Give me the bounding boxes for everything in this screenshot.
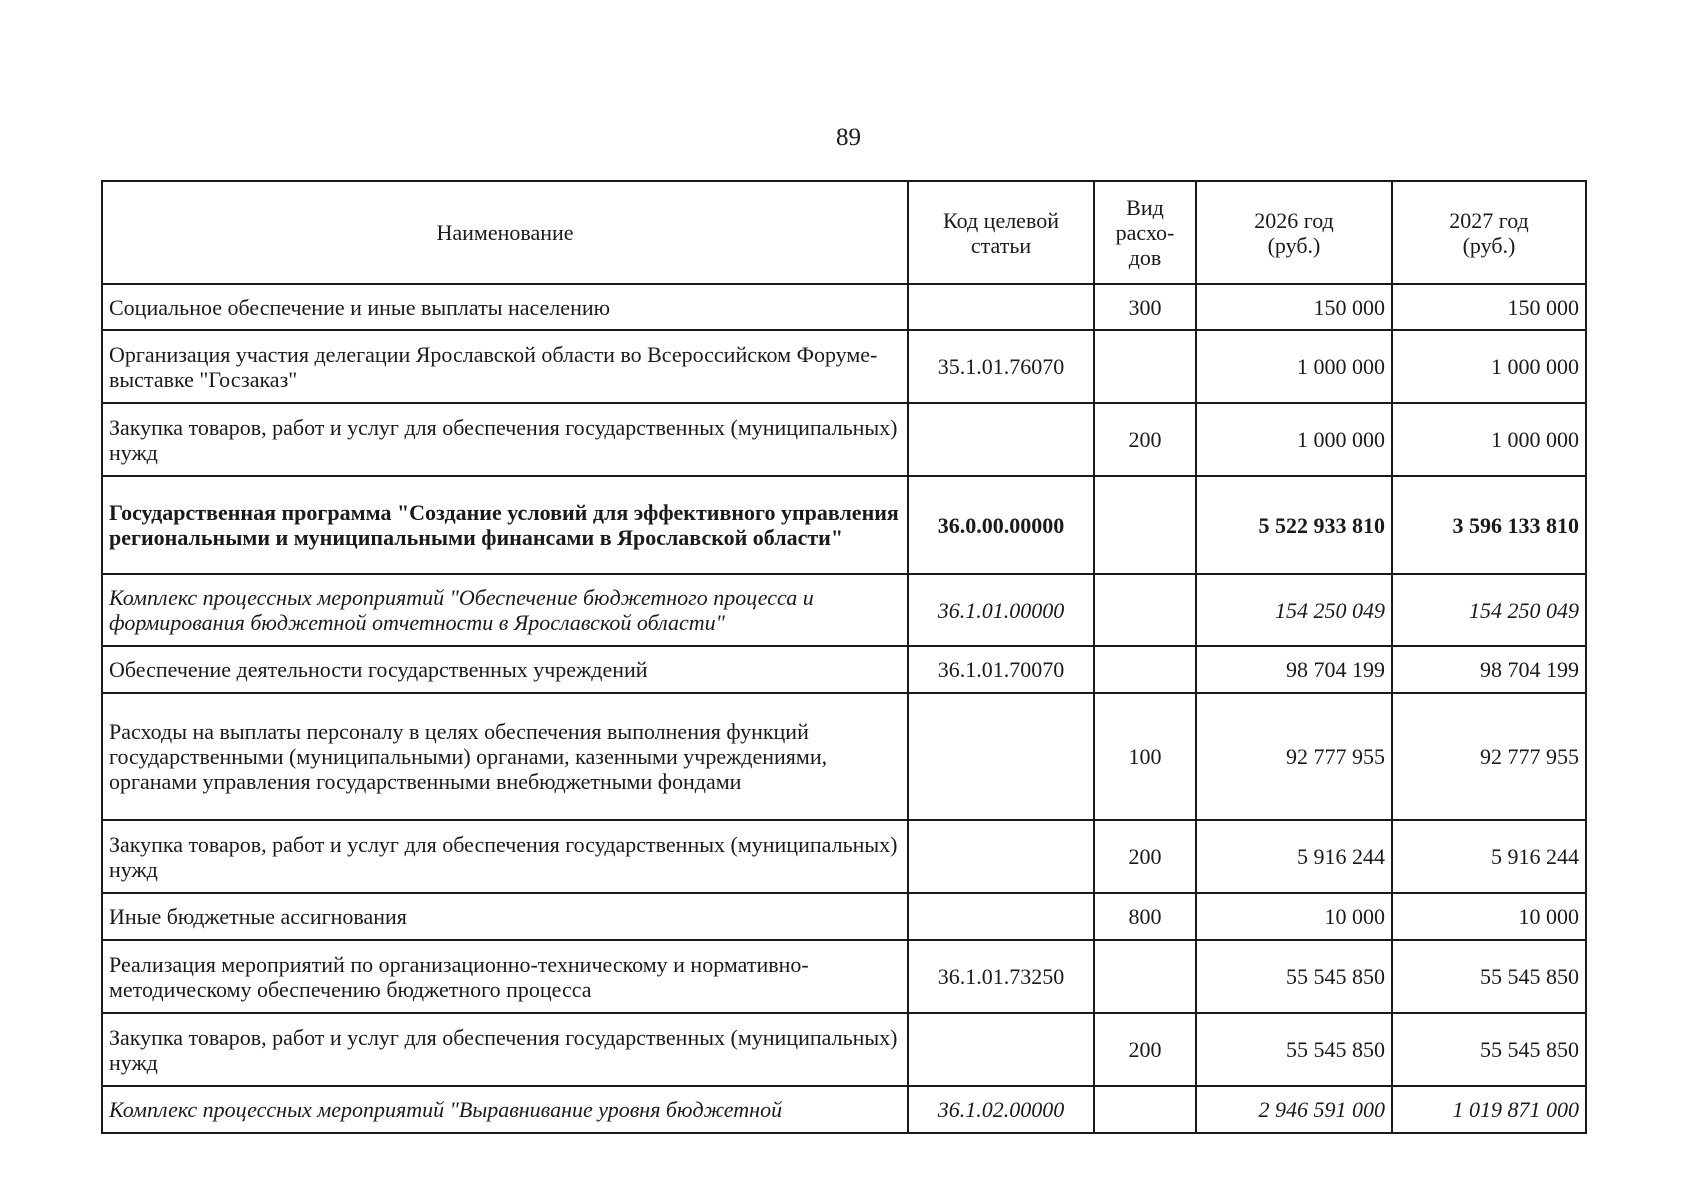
table-row	[102, 820, 1586, 893]
cell-2027: 98 704 199	[1392, 646, 1586, 693]
header-2026: 2026 год (руб.)	[1196, 181, 1392, 284]
cell-name: Закупка товаров, работ и услуг для обеспечения государственных (муниципальных) нужд	[102, 820, 908, 893]
cell-2026: 150 000	[1196, 284, 1392, 330]
cell-name: Расходы на выплаты персоналу в целях обеспечения выполнения функций государственными (муниципальными) органами, казенными учреждениями, органами управления государственными внебюджетными фондами	[102, 693, 908, 820]
table-row	[102, 693, 1586, 820]
cell-2027: 55 545 850	[1392, 1013, 1586, 1086]
cell-name: Государственная программа "Создание условий для эффективного управления региональными и муниципальными финансами в Ярославской области"	[102, 476, 908, 574]
cell-2026: 1 000 000	[1196, 403, 1392, 476]
cell-code: 36.1.01.73250	[908, 940, 1094, 1013]
cell-2026: 98 704 199	[1196, 646, 1392, 693]
cell-type: 200	[1094, 1013, 1196, 1086]
cell-type	[1094, 1086, 1196, 1133]
budget-table	[101, 180, 1587, 1134]
table-row	[102, 893, 1586, 940]
cell-name: Комплекс процессных мероприятий "Обеспечение бюджетного процесса и формирования бюджетной отчетности в Ярославской области"	[102, 574, 908, 646]
table-row	[102, 940, 1586, 1013]
cell-code	[908, 403, 1094, 476]
cell-2027: 55 545 850	[1392, 940, 1586, 1013]
cell-2026: 55 545 850	[1196, 1013, 1392, 1086]
cell-type: 200	[1094, 403, 1196, 476]
cell-type	[1094, 574, 1196, 646]
table-row	[102, 403, 1586, 476]
header-2027: 2027 год (руб.)	[1392, 181, 1586, 284]
cell-name: Закупка товаров, работ и услуг для обеспечения государственных (муниципальных) нужд	[102, 403, 908, 476]
table-row	[102, 330, 1586, 403]
cell-name: Иные бюджетные ассигнования	[102, 893, 908, 940]
cell-2026: 55 545 850	[1196, 940, 1392, 1013]
cell-code: 36.1.01.00000	[908, 574, 1094, 646]
cell-type	[1094, 940, 1196, 1013]
cell-2027: 150 000	[1392, 284, 1586, 330]
cell-2026: 92 777 955	[1196, 693, 1392, 820]
cell-type	[1094, 330, 1196, 403]
cell-2027: 1 000 000	[1392, 330, 1586, 403]
header-type: Вид расхо-дов	[1094, 181, 1196, 284]
cell-2027: 3 596 133 810	[1392, 476, 1586, 574]
cell-2026: 2 946 591 000	[1196, 1086, 1392, 1133]
cell-2026: 5 522 933 810	[1196, 476, 1392, 574]
header-code: Код целевой статьи	[908, 181, 1094, 284]
cell-code: 36.0.00.00000	[908, 476, 1094, 574]
cell-type: 300	[1094, 284, 1196, 330]
table-row	[102, 284, 1586, 330]
table-row	[102, 1013, 1586, 1086]
cell-type	[1094, 646, 1196, 693]
cell-2026: 5 916 244	[1196, 820, 1392, 893]
table-row	[102, 1086, 1586, 1133]
cell-type: 800	[1094, 893, 1196, 940]
cell-2027: 154 250 049	[1392, 574, 1586, 646]
cell-2027: 1 000 000	[1392, 403, 1586, 476]
cell-name: Организация участия делегации Ярославской области во Всероссийском Форуме-выставке "Госзаказ"	[102, 330, 908, 403]
cell-code: 36.1.01.70070	[908, 646, 1094, 693]
cell-type: 200	[1094, 820, 1196, 893]
header-name: Наименование	[102, 181, 908, 284]
page-number: 89	[836, 124, 861, 151]
cell-2026: 10 000	[1196, 893, 1392, 940]
cell-code: 35.1.01.76070	[908, 330, 1094, 403]
cell-type	[1094, 476, 1196, 574]
cell-name: Комплекс процессных мероприятий "Выравнивание уровня бюджетной	[102, 1086, 908, 1133]
cell-code	[908, 820, 1094, 893]
cell-code	[908, 1013, 1094, 1086]
cell-name: Обеспечение деятельности государственных учреждений	[102, 646, 908, 693]
cell-2027: 92 777 955	[1392, 693, 1586, 820]
table-row	[102, 476, 1586, 574]
table-row	[102, 574, 1586, 646]
cell-name: Закупка товаров, работ и услуг для обеспечения государственных (муниципальных) нужд	[102, 1013, 908, 1086]
table-header-row	[102, 181, 1586, 284]
cell-code: 36.1.02.00000	[908, 1086, 1094, 1133]
cell-2026: 1 000 000	[1196, 330, 1392, 403]
cell-2027: 10 000	[1392, 893, 1586, 940]
cell-name: Социальное обеспечение и иные выплаты населению	[102, 284, 908, 330]
cell-code	[908, 693, 1094, 820]
cell-2026: 154 250 049	[1196, 574, 1392, 646]
cell-2027: 5 916 244	[1392, 820, 1586, 893]
cell-name: Реализация мероприятий по организационно-техническому и нормативно-методическому обеспечению бюджетного процесса	[102, 940, 908, 1013]
cell-type: 100	[1094, 693, 1196, 820]
cell-2027: 1 019 871 000	[1392, 1086, 1586, 1133]
table-row	[102, 646, 1586, 693]
cell-code	[908, 893, 1094, 940]
cell-code	[908, 284, 1094, 330]
